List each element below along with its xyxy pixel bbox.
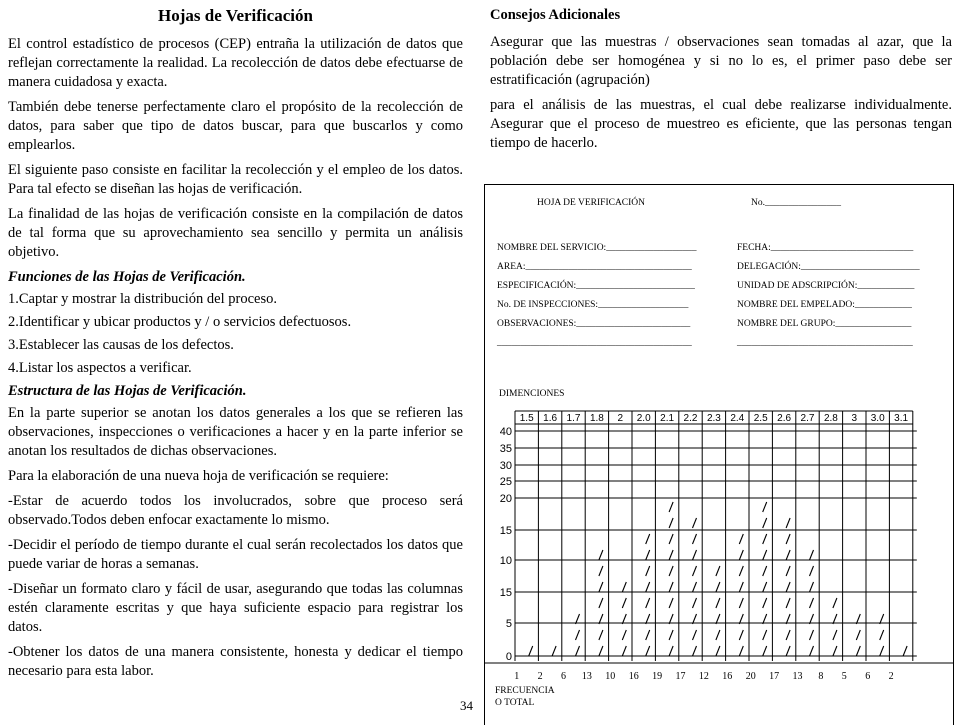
tally-mark: [599, 630, 603, 640]
funcion-item-2: 2.Identificar y ubicar productos y / o servicios defectuosos.: [8, 314, 352, 330]
tally-mark: [763, 534, 767, 544]
tally-mark: [739, 646, 743, 656]
tally-mark: [810, 630, 814, 640]
tally-mark: [599, 566, 603, 576]
column-label-2.2: 2.2: [683, 413, 698, 424]
tally-mark: [599, 582, 603, 592]
funciones-heading: Funciones de las Hojas de Verificación.: [8, 269, 246, 285]
paragraph-7: -Estar de acuerdo todos los involucrados, sobre que proceso será observado.Todos deben enfocar exactamente lo mismo.: [8, 493, 463, 528]
column-label-3.1: 3.1: [894, 413, 909, 424]
tally-mark: [576, 646, 580, 656]
tally-mark: [622, 630, 626, 640]
form-field-right-2: DELEGACIÓN:_________________________: [737, 262, 920, 272]
y-label-20: 20: [499, 493, 512, 505]
frequency-value: 1: [514, 671, 520, 682]
tally-mark: [880, 646, 884, 656]
tally-mark: [693, 518, 697, 528]
tally-mark: [763, 598, 767, 608]
tally-mark: [669, 566, 673, 576]
tally-mark: [622, 646, 626, 656]
form-field-left-1: NOMBRE DEL SERVICIO:___________________: [497, 243, 697, 253]
tally-mark: [833, 646, 837, 656]
frequency-value: 19: [652, 671, 663, 682]
column-label-1.6: 1.6: [543, 413, 558, 424]
tally-mark: [669, 502, 673, 512]
frequency-value: 20: [745, 671, 756, 682]
tally-mark: [646, 534, 650, 544]
page-title: Hojas de Verificación: [158, 6, 313, 25]
form-field-right-5: NOMBRE DEL GRUPO:________________: [737, 319, 912, 329]
tally-mark: [599, 598, 603, 608]
tally-mark: [739, 582, 743, 592]
column-label-2.5: 2.5: [753, 413, 768, 424]
tally-mark: [646, 582, 650, 592]
estructura-heading: Estructura de las Hojas de Verificación.: [8, 383, 247, 399]
tally-mark: [763, 502, 767, 512]
column-label-1.5: 1.5: [519, 413, 534, 424]
tally-mark: [552, 646, 556, 656]
paragraph-4: La finalidad de las hojas de verificación consiste en la compilación de datos de tal forma que su aprovechamiento sea sencillo y permita un análisis objetivo.: [8, 206, 463, 260]
paragraph-9: -Diseñar un formato claro y fácil de usar, asegurando que todas las columnas estén claramente escritas y que haya suficiente espacio para registrar los datos.: [8, 581, 463, 635]
funcion-item-1: 1.Captar y mostrar la distribución del proceso.: [8, 291, 277, 307]
tally-mark: [810, 646, 814, 656]
consejos-heading: Consejos Adicionales: [490, 7, 621, 23]
y-label-40: 40: [499, 426, 512, 438]
consejos-paragraph-1: Asegurar que las muestras / observaciones sean tomadas al azar, que la población debe ser homogénea y si no lo es, el primer paso debe ser estratificación (agrupación): [490, 34, 952, 88]
funcion-item-3: 3.Establecer las causas de los defectos.: [8, 337, 234, 353]
tally-mark: [763, 646, 767, 656]
form-field-right-4: NOMBRE DEL EMPELADO:____________: [737, 300, 912, 310]
tally-mark: [646, 598, 650, 608]
paragraph-1: El control estadístico de procesos (CEP) entraña la utilización de datos que reflejan correctamente la realidad. La recolección de datos debe efectuarse de manera cuidadosa y exacta.: [8, 36, 463, 90]
frequency-value: 10: [605, 671, 616, 682]
form-field-left-6: _________________________________________: [497, 338, 692, 348]
y-label-35: 35: [499, 443, 512, 455]
frequency-value: 6: [865, 671, 871, 682]
page-number: 34: [460, 698, 473, 713]
frequency-value: 12: [698, 671, 709, 682]
frequency-value: 17: [675, 671, 686, 682]
tally-mark: [669, 646, 673, 656]
tally-mark: [786, 598, 790, 608]
column-label-2.3: 2.3: [706, 413, 721, 424]
tally-mark: [810, 550, 814, 560]
tally-mark: [739, 534, 743, 544]
frequency-value: 8: [818, 671, 824, 682]
tally-mark: [763, 550, 767, 560]
form-field-left-3: ESPECIFICACIÓN:_________________________: [497, 281, 695, 291]
tally-mark: [739, 550, 743, 560]
tally-mark: [646, 566, 650, 576]
tally-mark: [529, 646, 533, 656]
frequency-value: 2: [537, 671, 543, 682]
tally-mark: [739, 566, 743, 576]
tally-mark: [880, 630, 884, 640]
tally-mark: [576, 630, 580, 640]
tally-mark: [786, 630, 790, 640]
tally-mark: [693, 566, 697, 576]
paragraph-3: El siguiente paso consiste en facilitar la recolección y el empleo de los datos. Para tal efecto se diseñan las hojas de verificación.: [8, 162, 463, 197]
check-sheet-form: [484, 184, 954, 725]
tally-mark: [693, 550, 697, 560]
frequency-value: 17: [769, 671, 780, 682]
tally-mark: [739, 630, 743, 640]
tally-mark: [810, 566, 814, 576]
tally-mark: [763, 630, 767, 640]
right-column: [490, 4, 952, 159]
tally-mark: [693, 646, 697, 656]
tally-mark: [739, 598, 743, 608]
tally-mark: [786, 550, 790, 560]
tally-mark: [833, 598, 837, 608]
tally-mark: [669, 518, 673, 528]
column-label-2.7: 2.7: [800, 413, 815, 424]
tally-mark: [903, 646, 907, 656]
tally-mark: [622, 582, 626, 592]
tally-mark: [669, 550, 673, 560]
total-label: O TOTAL: [495, 698, 535, 708]
tally-mark: [599, 646, 603, 656]
tally-mark: [763, 566, 767, 576]
column-label-2.4: 2.4: [730, 413, 745, 424]
tally-mark: [693, 582, 697, 592]
frequency-value: 16: [722, 671, 733, 682]
column-label-2: 2: [617, 413, 624, 424]
y-label-5: 5: [505, 618, 512, 630]
dimensiones-label: DIMENCIONES: [499, 389, 565, 399]
form-field-right-3: UNIDAD DE ADSCRIPCIÓN:____________: [737, 281, 915, 291]
paragraph-6: Para la elaboración de una nueva hoja de verificación se requiere:: [8, 468, 389, 484]
y-label-30: 30: [499, 460, 512, 472]
tally-mark: [786, 646, 790, 656]
column-label-2.6: 2.6: [777, 413, 792, 424]
tally-mark: [669, 630, 673, 640]
tally-mark: [833, 630, 837, 640]
tally-mark: [622, 598, 626, 608]
frequency-value: 5: [841, 671, 847, 682]
tally-mark: [786, 582, 790, 592]
tally-mark: [786, 534, 790, 544]
tally-mark: [810, 598, 814, 608]
form-field-left-5: OBSERVACIONES:________________________: [497, 319, 691, 329]
tally-mark: [716, 646, 720, 656]
form-header: HOJA DE VERIFICACIÓN: [537, 198, 646, 208]
tally-mark: [646, 630, 650, 640]
tally-mark: [786, 566, 790, 576]
y-label-15: 15: [499, 525, 512, 537]
column-label-1.7: 1.7: [566, 413, 581, 424]
tally-mark: [693, 598, 697, 608]
paragraph-5: En la parte superior se anotan los datos generales a los que se refieren las observaciones, inspecciones o verificaciones a hacer y en la parte inferior se anotan los resultados de dichas observaciones.: [8, 405, 463, 459]
tally-mark: [763, 518, 767, 528]
tally-mark: [599, 550, 603, 560]
tally-mark: [856, 646, 860, 656]
frequency-value: 13: [581, 671, 592, 682]
column-label-2.0: 2.0: [636, 413, 651, 424]
paragraph-8: -Decidir el período de tiempo durante el cual serán recolectados los datos que puede variar de horas a semanas.: [8, 537, 463, 572]
tally-mark: [693, 630, 697, 640]
form-number: No.________________: [751, 198, 841, 208]
tally-mark: [810, 582, 814, 592]
y-label-10: 10: [499, 555, 512, 567]
frequency-value: 16: [628, 671, 639, 682]
funcion-item-4: 4.Listar los aspectos a verificar.: [8, 360, 192, 376]
tally-mark: [669, 582, 673, 592]
consejos-paragraph-2: para el análisis de las muestras, el cual debe realizarse individualmente. Asegurar que el proceso de muestreo es eficiente, que las personas tengan tiempo de hacerlo.: [490, 97, 952, 151]
tally-mark: [646, 646, 650, 656]
frequency-value: 2: [888, 671, 894, 682]
column-label-2.8: 2.8: [823, 413, 838, 424]
y-label-25: 25: [499, 476, 512, 488]
tally-mark: [693, 534, 697, 544]
frequency-value: 13: [792, 671, 803, 682]
tally-mark: [716, 630, 720, 640]
paragraph-10: -Obtener los datos de una manera consistente, honesta y dedicar el tiempo necesario para esta labor.: [8, 644, 463, 679]
column-label-2.1: 2.1: [660, 413, 675, 424]
left-column: [8, 0, 463, 687]
frecuencia-label: FRECUENCIA: [495, 686, 555, 696]
tally-mark: [716, 566, 720, 576]
y-label-0: 0: [505, 651, 512, 663]
tally-mark: [716, 582, 720, 592]
tally-mark: [669, 534, 673, 544]
y-label-15: 15: [499, 587, 512, 599]
form-field-left-2: AREA:___________________________________: [497, 262, 692, 272]
form-field-right-1: FECHA:______________________________: [737, 243, 914, 253]
paragraph-2: También debe tenerse perfectamente claro el propósito de la recolección de datos, para saber que tipo de datos buscar, para que buscarlos y como emplearlos.: [8, 99, 463, 153]
tally-mark: [716, 598, 720, 608]
form-field-right-6: _____________________________________: [737, 338, 913, 348]
form-field-left-4: No. DE INSPECCIONES:___________________: [497, 300, 689, 310]
tally-mark: [669, 598, 673, 608]
column-label-3: 3: [851, 413, 858, 424]
column-label-3.0: 3.0: [870, 413, 885, 424]
tally-mark: [763, 582, 767, 592]
column-label-1.8: 1.8: [589, 413, 604, 424]
frequency-value: 6: [561, 671, 566, 682]
tally-mark: [786, 518, 790, 528]
tally-mark: [646, 550, 650, 560]
tally-mark: [856, 630, 860, 640]
